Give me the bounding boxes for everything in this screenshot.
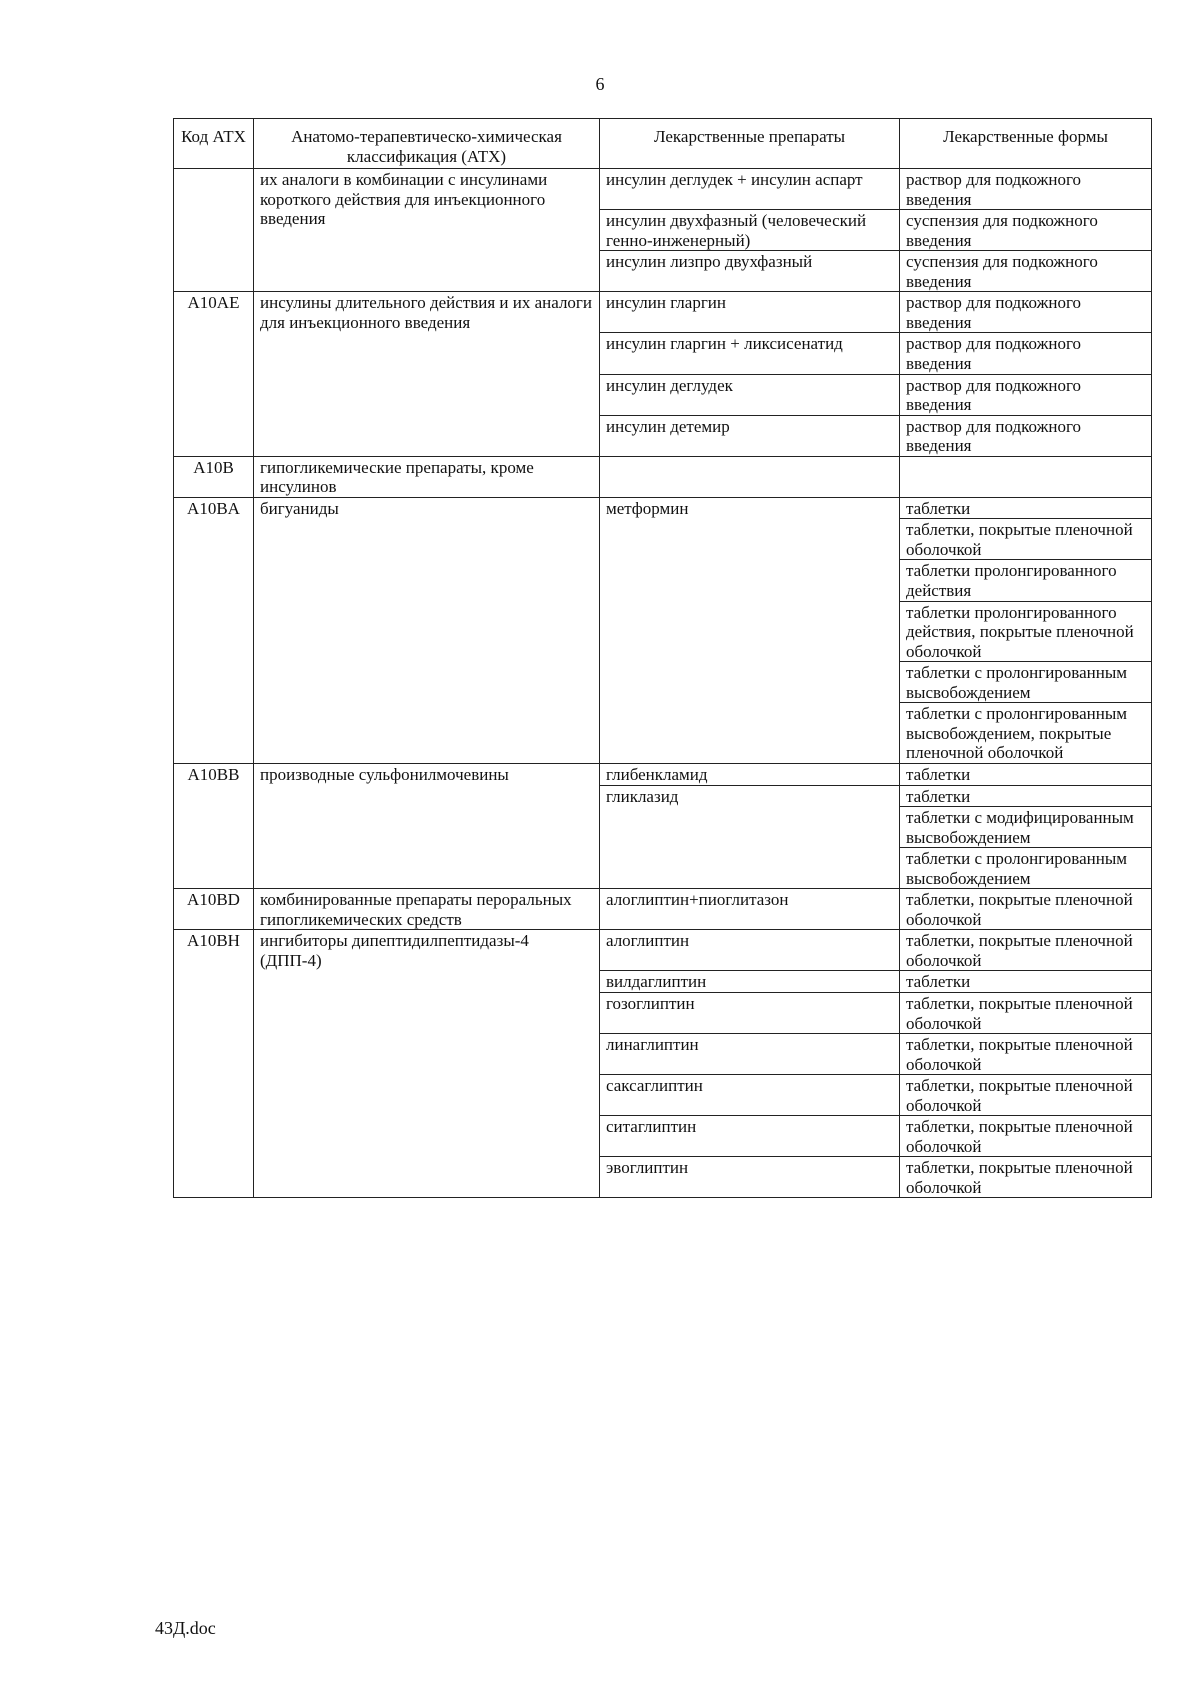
atc-classification-cell: ингибиторы дипептидилпептидазы-4 (ДПП-4) xyxy=(254,930,600,1198)
atc-code-cell: A10B xyxy=(174,456,254,497)
dosage-form-cell: таблетки xyxy=(900,763,1152,785)
atc-classification-cell: производные сульфонилмочевины xyxy=(254,763,600,888)
table-row xyxy=(174,930,1152,971)
dosage-form-cell: таблетки xyxy=(900,971,1152,993)
atc-classification-cell: бигуаниды xyxy=(254,497,600,763)
dosage-form-cell: суспензия для подкожного введения xyxy=(900,210,1152,251)
drug-name-cell xyxy=(600,456,900,497)
dosage-form-cell: таблетки, покрытые пленочной оболочкой xyxy=(900,1034,1152,1075)
drug-name-cell: инсулин гларгин + ликсисенатид xyxy=(600,333,900,374)
drug-name-cell: инсулин деглудек xyxy=(600,374,900,415)
dosage-form-cell: таблетки с пролонгированным высвобождением xyxy=(900,848,1152,889)
atc-code-cell: A10BD xyxy=(174,889,254,930)
dosage-form-cell: таблетки xyxy=(900,497,1152,519)
atc-classification-cell: гипогликемические препараты, кроме инсулинов xyxy=(254,456,600,497)
header-drug: Лекарственные препараты xyxy=(600,119,900,169)
footer-filename: 43Д.doc xyxy=(155,1618,216,1638)
dosage-form-cell: раствор для подкожного введения xyxy=(900,169,1152,210)
drug-name-cell: саксаглиптин xyxy=(600,1075,900,1116)
dosage-form-cell: таблетки с пролонгированным высвобождением, покрытые пленочной оболочкой xyxy=(900,703,1152,764)
dosage-form-cell: раствор для подкожного введения xyxy=(900,333,1152,374)
atc-code-cell: A10BA xyxy=(174,497,254,763)
atc-classification-cell: инсулины длительного действия и их аналоги для инъекционного введения xyxy=(254,292,600,456)
dosage-form-cell: таблетки, покрытые пленочной оболочкой xyxy=(900,889,1152,930)
drug-name-cell: глибенкламид xyxy=(600,763,900,785)
dosage-form-cell: раствор для подкожного введения xyxy=(900,374,1152,415)
page-number: 6 xyxy=(595,74,605,94)
table-row xyxy=(174,169,1152,210)
drug-name-cell: инсулин лизпро двухфазный xyxy=(600,251,900,292)
header-classification: Анатомо-терапевтическо-химическая классификация (АТХ) xyxy=(254,119,600,169)
dosage-form-cell: таблетки с модифицированным высвобождением xyxy=(900,807,1152,848)
drug-name-cell: инсулин гларгин xyxy=(600,292,900,333)
drug-name-cell: инсулин двухфазный (человеческий генно-инженерный) xyxy=(600,210,900,251)
atc-code-cell: A10BH xyxy=(174,930,254,1198)
dosage-form-cell: таблетки пролонгированного действия, покрытые пленочной оболочкой xyxy=(900,601,1152,662)
dosage-form-cell: таблетки, покрытые пленочной оболочкой xyxy=(900,519,1152,560)
dosage-form-cell: раствор для подкожного введения xyxy=(900,292,1152,333)
atc-code-cell xyxy=(174,169,254,292)
dosage-form-cell: таблетки пролонгированного действия xyxy=(900,560,1152,601)
drug-name-cell: линаглиптин xyxy=(600,1034,900,1075)
atc-code-cell: A10BB xyxy=(174,763,254,888)
dosage-form-cell: таблетки, покрытые пленочной оболочкой xyxy=(900,930,1152,971)
atc-code-cell: A10AE xyxy=(174,292,254,456)
dosage-form-cell: раствор для подкожного введения xyxy=(900,415,1152,456)
table-row xyxy=(174,889,1152,930)
dosage-form-cell: таблетки, покрытые пленочной оболочкой xyxy=(900,1075,1152,1116)
drug-name-cell: вилдаглиптин xyxy=(600,971,900,993)
dosage-form-cell: таблетки xyxy=(900,785,1152,807)
drug-name-cell: инсулин детемир xyxy=(600,415,900,456)
table-row xyxy=(174,456,1152,497)
dosage-form-cell: таблетки, покрытые пленочной оболочкой xyxy=(900,1157,1152,1198)
dosage-form-cell: суспензия для подкожного введения xyxy=(900,251,1152,292)
table-header-row xyxy=(174,119,1152,169)
dosage-form-cell xyxy=(900,456,1152,497)
drug-name-cell: гозоглиптин xyxy=(600,992,900,1033)
table-row xyxy=(174,497,1152,519)
drug-name-cell: метформин xyxy=(600,497,900,763)
dosage-form-cell: таблетки с пролонгированным высвобождением xyxy=(900,662,1152,703)
drug-name-cell: гликлазид xyxy=(600,785,900,889)
drug-table xyxy=(173,118,1152,1198)
table-row xyxy=(174,292,1152,333)
dosage-form-cell: таблетки, покрытые пленочной оболочкой xyxy=(900,992,1152,1033)
atc-classification-cell: их аналоги в комбинации с инсулинами короткого действия для инъекционного введения xyxy=(254,169,600,292)
drug-name-cell: алоглиптин xyxy=(600,930,900,971)
table-row xyxy=(174,763,1152,785)
dosage-form-cell: таблетки, покрытые пленочной оболочкой xyxy=(900,1116,1152,1157)
drug-name-cell: инсулин деглудек + инсулин аспарт xyxy=(600,169,900,210)
table-body xyxy=(174,169,1152,1198)
atc-classification-cell: комбинированные препараты пероральных гипогликемических средств xyxy=(254,889,600,930)
drug-name-cell: алоглиптин+пиоглитазон xyxy=(600,889,900,930)
drug-name-cell: эвоглиптин xyxy=(600,1157,900,1198)
header-form: Лекарственные формы xyxy=(900,119,1152,169)
drug-name-cell: ситаглиптин xyxy=(600,1116,900,1157)
header-code: Код АТХ xyxy=(174,119,254,169)
